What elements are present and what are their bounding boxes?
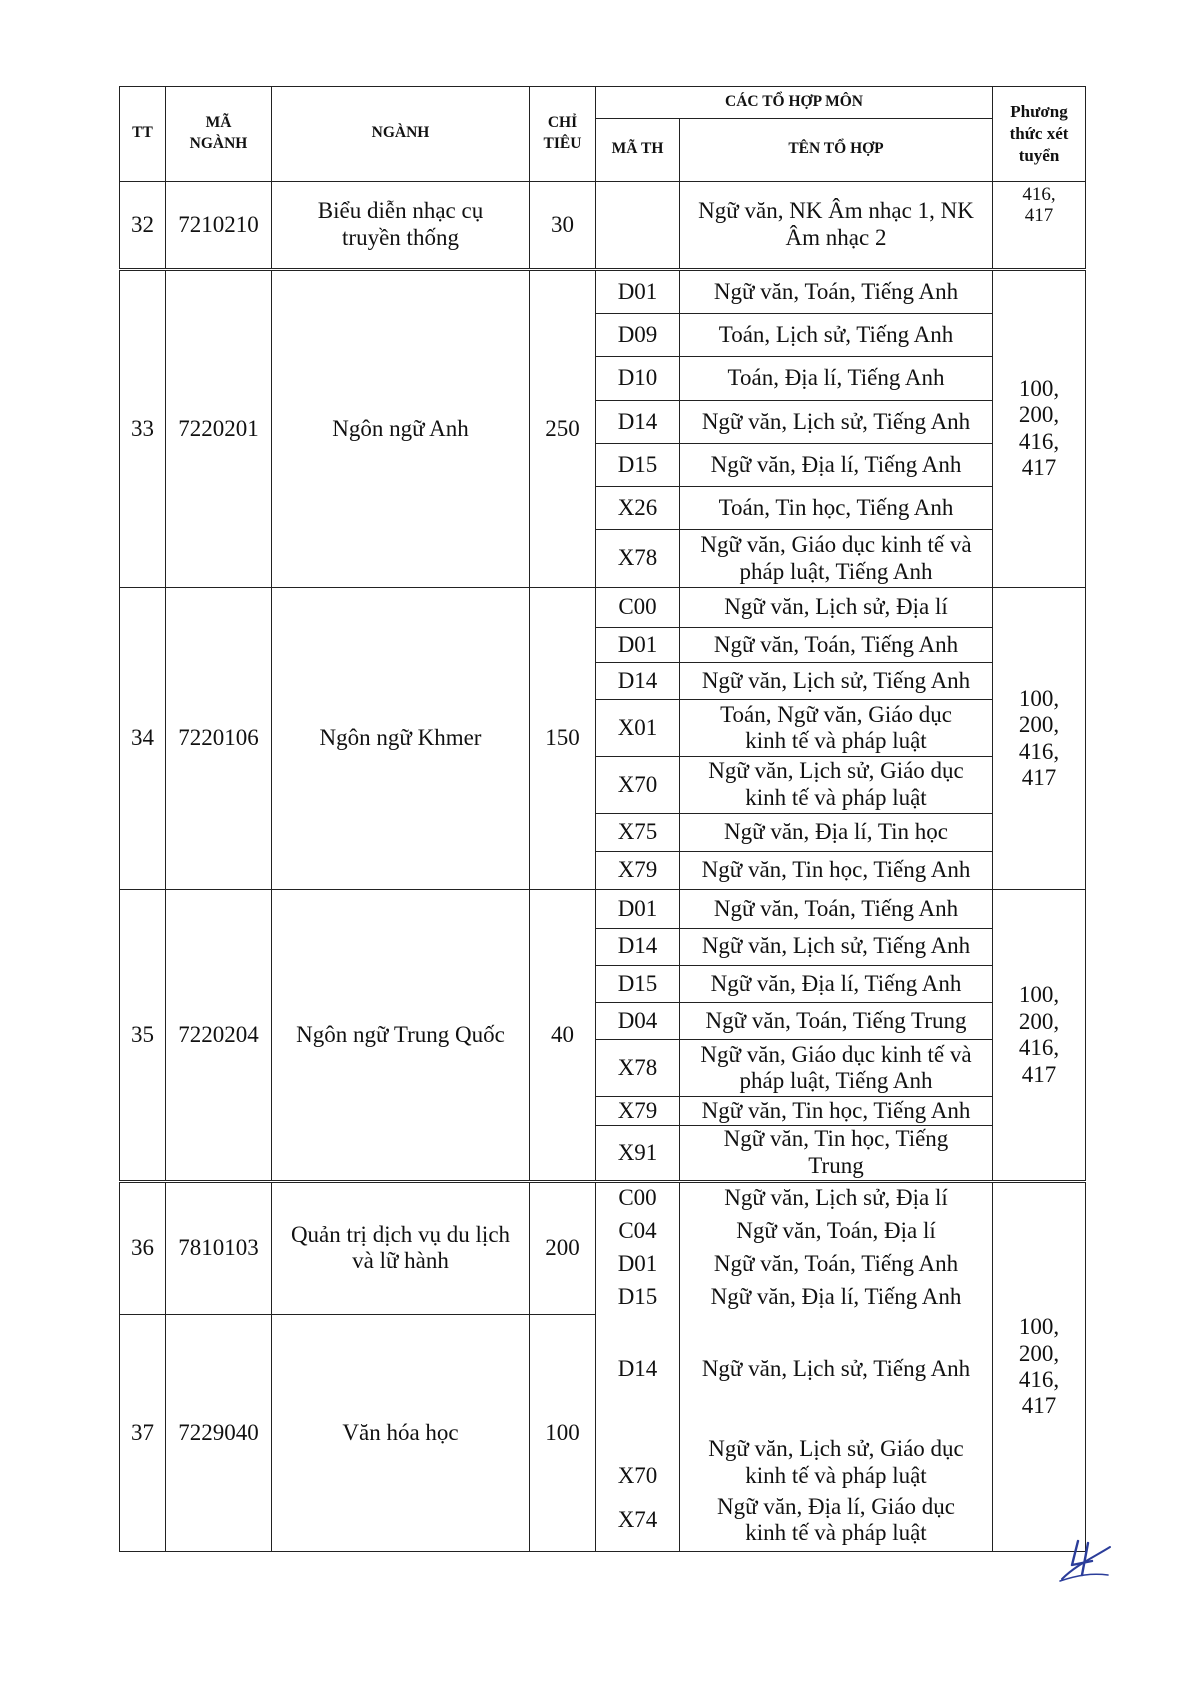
row-tt: 36 <box>120 1181 166 1314</box>
header-cac-to-hop: CÁC TỔ HỢP MÔN <box>596 87 993 119</box>
combo-code: D15 <box>596 965 680 1002</box>
combo-code: D04 <box>596 1002 680 1039</box>
table-row <box>120 181 1086 269</box>
row-phuong-thuc: 100, 200, 416, 417 <box>993 1181 1086 1551</box>
combo-name: Ngữ văn, Địa lí, Tin học <box>680 813 993 851</box>
admission-table <box>119 86 1086 1552</box>
row-nganh: Quản trị dịch vụ du lịch và lữ hành <box>272 1181 530 1314</box>
combo-code: D01 <box>596 269 680 313</box>
row-nganh: Văn hóa học <box>272 1314 530 1551</box>
header-ma-nganh: MÃ NGÀNH <box>166 87 272 182</box>
combo-name: Ngữ văn, Lịch sử, Địa lí <box>680 587 993 627</box>
table-row <box>120 269 1086 313</box>
row-nganh: Ngôn ngữ Anh <box>272 269 530 587</box>
row-ma-nganh: 7220204 <box>166 890 272 1182</box>
row-tt: 34 <box>120 587 166 890</box>
table-row <box>120 890 1086 928</box>
combo-code: C00 <box>596 1181 680 1214</box>
row-phuong-thuc: 100, 200, 416, 417 <box>993 890 1086 1182</box>
header-chi-tieu: CHỈ TIÊU <box>530 87 596 182</box>
row-tt: 32 <box>120 181 166 269</box>
header-row-1 <box>120 87 1086 119</box>
combo-name: Ngữ văn, Lịch sử, Tiếng Anh <box>680 400 993 443</box>
combo-code: C00 <box>596 587 680 627</box>
combo-code: X78 <box>596 530 680 587</box>
row-nganh: Biểu diễn nhạc cụ truyền thống <box>272 181 530 269</box>
row-chi-tieu: 100 <box>530 1314 596 1551</box>
combo-code: X70 <box>596 1425 680 1489</box>
combo-code: D01 <box>596 1248 680 1281</box>
combo-code: D15 <box>596 443 680 486</box>
combo-code: D14 <box>596 663 680 700</box>
combo-code: D14 <box>596 928 680 965</box>
combo-code: D15 <box>596 1281 680 1314</box>
combo-code: D01 <box>596 890 680 928</box>
combo-name: Ngữ văn, Tin học, Tiếng Anh <box>680 1097 993 1125</box>
combo-name: Ngữ văn, Tin học, Tiếng Trung <box>680 1125 993 1181</box>
combo-name: Ngữ văn, Địa lí, Tiếng Anh <box>680 965 993 1002</box>
row-phuong-thuc: 416, 417 <box>993 181 1086 269</box>
combo-name: Ngữ văn, Địa lí, Tiếng Anh <box>680 443 993 486</box>
row-chi-tieu: 250 <box>530 269 596 587</box>
combo-name: Ngữ văn, Toán, Địa lí <box>680 1215 993 1248</box>
combo-name: Toán, Ngữ văn, Giáo dục kinh tế và pháp luật <box>680 700 993 756</box>
combo-name: Ngữ văn, Lịch sử, Tiếng Anh <box>680 928 993 965</box>
combo-name: Ngữ văn, Lịch sử, Giáo dục kinh tế và pháp luật <box>680 1425 993 1489</box>
combo-code: X01 <box>596 700 680 756</box>
combo-name: Ngữ văn, Lịch sử, Địa lí <box>680 1181 993 1214</box>
combo-name: Toán, Lịch sử, Tiếng Anh <box>680 314 993 357</box>
combo-code: X75 <box>596 813 680 851</box>
combo-name: Toán, Địa lí, Tiếng Anh <box>680 357 993 400</box>
row-ma-nganh: 7810103 <box>166 1181 272 1314</box>
table-row <box>120 587 1086 627</box>
combo-name: Ngữ văn, Lịch sử, Giáo dục kinh tế và pháp luật <box>680 756 993 813</box>
combo-name: Ngữ văn, NK Âm nhạc 1, NK Âm nhạc 2 <box>680 181 993 269</box>
row-ma-nganh: 7210210 <box>166 181 272 269</box>
header-tt: TT <box>120 87 166 182</box>
combo-name: Ngữ văn, Toán, Tiếng Trung <box>680 1002 993 1039</box>
combo-name: Ngữ văn, Toán, Tiếng Anh <box>680 627 993 662</box>
row-tt: 37 <box>120 1314 166 1551</box>
combo-code: X91 <box>596 1125 680 1181</box>
combo-code: D14 <box>596 400 680 443</box>
table-row <box>120 1314 1086 1425</box>
row-ma-nganh: 7229040 <box>166 1314 272 1551</box>
combo-name: Ngữ văn, Toán, Tiếng Anh <box>680 269 993 313</box>
header-nganh: NGÀNH <box>272 87 530 182</box>
combo-code: X26 <box>596 487 680 530</box>
row-chi-tieu: 30 <box>530 181 596 269</box>
combo-code: X74 <box>596 1489 680 1552</box>
combo-code: D14 <box>596 1314 680 1425</box>
row-chi-tieu: 40 <box>530 890 596 1182</box>
row-tt: 33 <box>120 269 166 587</box>
row-ma-nganh: 7220106 <box>166 587 272 890</box>
combo-code: D10 <box>596 357 680 400</box>
combo-code: X70 <box>596 756 680 813</box>
row-nganh: Ngôn ngữ Trung Quốc <box>272 890 530 1182</box>
table-row <box>120 1181 1086 1214</box>
row-ma-nganh: 7220201 <box>166 269 272 587</box>
combo-name: Ngữ văn, Toán, Tiếng Anh <box>680 890 993 928</box>
combo-name: Ngữ văn, Lịch sử, Tiếng Anh <box>680 663 993 700</box>
combo-name: Ngữ văn, Lịch sử, Tiếng Anh <box>680 1314 993 1425</box>
combo-name: Ngữ văn, Địa lí, Tiếng Anh <box>680 1281 993 1314</box>
combo-code: D01 <box>596 627 680 662</box>
header-ten-to-hop: TÊN TỔ HỢP <box>680 119 993 181</box>
combo-code: X79 <box>596 1097 680 1125</box>
row-chi-tieu: 150 <box>530 587 596 890</box>
combo-name: Ngữ văn, Toán, Tiếng Anh <box>680 1248 993 1281</box>
row-chi-tieu: 200 <box>530 1181 596 1314</box>
combo-code: C04 <box>596 1215 680 1248</box>
row-tt: 35 <box>120 890 166 1182</box>
combo-code: D09 <box>596 314 680 357</box>
signature-initial-mark <box>1058 1535 1112 1589</box>
combo-name: Ngữ văn, Giáo dục kinh tế và pháp luật, Tiếng Anh <box>680 530 993 587</box>
combo-name: Ngữ văn, Giáo dục kinh tế và pháp luật, Tiếng Anh <box>680 1040 993 1097</box>
header-ma-th: MÃ TH <box>596 119 680 181</box>
combo-code <box>596 181 680 269</box>
combo-name: Ngữ văn, Địa lí, Giáo dục kinh tế và pháp luật <box>680 1489 993 1552</box>
combo-code: X78 <box>596 1040 680 1097</box>
combo-code: X79 <box>596 852 680 890</box>
row-nganh: Ngôn ngữ Khmer <box>272 587 530 890</box>
combo-name: Ngữ văn, Tin học, Tiếng Anh <box>680 852 993 890</box>
row-phuong-thuc: 100, 200, 416, 417 <box>993 587 1086 890</box>
row-phuong-thuc: 100, 200, 416, 417 <box>993 269 1086 587</box>
header-phuong-thuc: Phương thức xét tuyển <box>993 87 1086 182</box>
combo-name: Toán, Tin học, Tiếng Anh <box>680 487 993 530</box>
